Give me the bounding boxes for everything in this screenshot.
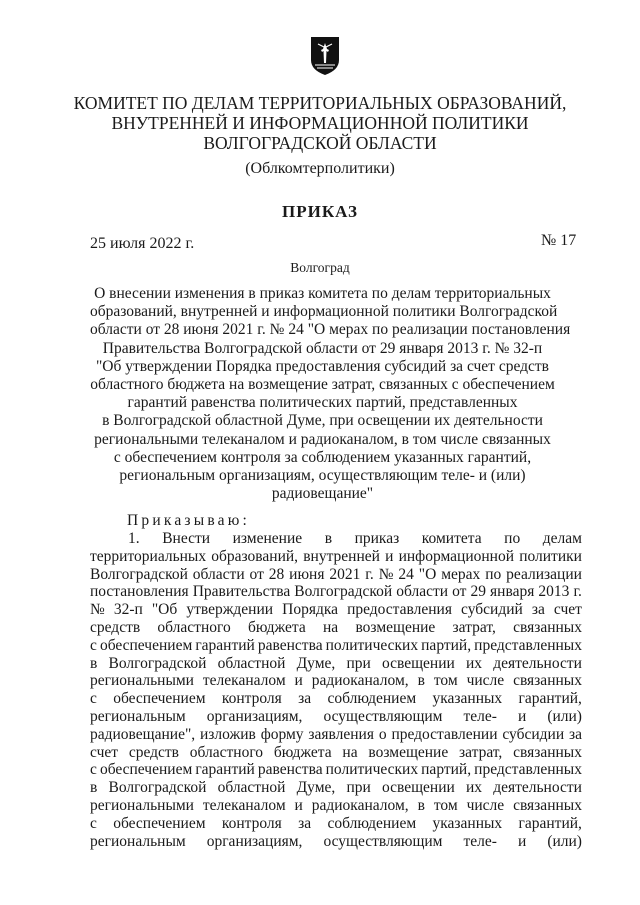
- body-word: указанных: [432, 690, 503, 708]
- body-word: организациям,: [206, 707, 303, 725]
- body-word: возмещение: [355, 618, 436, 636]
- body-word: соблюдением: [327, 690, 417, 708]
- body-word: Правительства: [192, 583, 291, 601]
- subject-line: области от 28 июня 2021 г. № 24 "О мерах по реализации постановления: [90, 321, 571, 339]
- body-word: мерах: [441, 565, 481, 583]
- body-line: [90, 726, 582, 744]
- body-word: в: [90, 779, 98, 797]
- body-word: за: [298, 690, 312, 708]
- body-line: [90, 672, 582, 690]
- body-word: Думе,: [296, 654, 336, 672]
- body-word: и: [385, 547, 394, 565]
- subject-line: областного бюджета на возмещение затрат, связанных с обеспечением: [90, 376, 555, 394]
- body-word: телеканалом: [202, 796, 286, 814]
- body-word: равенства: [257, 761, 323, 779]
- body-word: деятельности: [493, 779, 582, 797]
- body-word: с: [90, 636, 97, 654]
- body-word: (или): [547, 707, 582, 725]
- document-number: № 17: [541, 232, 577, 249]
- body-word: по: [504, 530, 521, 547]
- body-word: обеспечением: [99, 761, 193, 779]
- body-word: на: [342, 743, 358, 761]
- body-word: при: [346, 779, 371, 797]
- body-word: политических: [325, 636, 419, 654]
- body-word: заявления: [308, 725, 374, 743]
- body-word: изменение: [232, 530, 303, 547]
- body-line: [90, 566, 582, 584]
- body-word: образований,: [211, 547, 299, 565]
- body-word: области: [192, 565, 245, 583]
- body-word: с: [90, 814, 97, 832]
- body-word: их: [465, 779, 483, 797]
- body-word: за: [568, 725, 582, 743]
- body-word: Думе,: [296, 779, 336, 797]
- body-word: от: [249, 565, 264, 583]
- body-line: [90, 708, 582, 726]
- body-word: региональным: [90, 832, 186, 850]
- body-word: указанных: [432, 814, 503, 832]
- body-word: гарантий,: [518, 690, 582, 708]
- body-word: осуществляющим: [323, 707, 443, 725]
- body-word: региональным: [90, 707, 186, 725]
- body-word: обеспечением: [113, 690, 206, 708]
- body-word: в: [324, 530, 333, 547]
- body-word: и: [517, 832, 527, 850]
- body-word: соблюдением: [327, 814, 417, 832]
- body-line: [90, 833, 582, 851]
- body-word: территориальных: [90, 547, 207, 565]
- body-line: [90, 655, 582, 673]
- body-word: радиоканалом,: [311, 796, 409, 814]
- body-line: [90, 548, 582, 566]
- body-word: средств: [90, 618, 141, 636]
- body-word: Порядка: [282, 601, 339, 619]
- body-word: по: [485, 565, 502, 583]
- body-word: политических: [325, 761, 419, 779]
- body-word: "Об: [151, 601, 178, 619]
- body-word: 1.: [128, 530, 140, 547]
- body-word: гарантий: [195, 761, 255, 779]
- body-word: и: [294, 672, 303, 690]
- body-word: на: [323, 618, 339, 636]
- body-word: с: [90, 761, 97, 779]
- body-word: приказ: [354, 530, 400, 547]
- body-word: связанных: [513, 796, 582, 814]
- body-word: 24: [398, 565, 414, 583]
- document-date: 25 июля 2022 г.: [90, 235, 195, 252]
- body-word: информационной: [398, 547, 515, 565]
- subject-line: Правительства Волгоградской области от 29 января 2013 г. № 32-п: [102, 339, 543, 357]
- organization-name: [60, 93, 580, 153]
- body-word: равенства: [257, 636, 323, 654]
- body-word: гарантий,: [518, 814, 582, 832]
- body-word: возмещение: [368, 743, 449, 761]
- body-word: №: [90, 601, 105, 619]
- document-city: Волгоград: [290, 260, 350, 275]
- body-word: 2013: [538, 583, 570, 601]
- body-word: областной: [217, 654, 286, 672]
- body-word: представленных: [474, 636, 582, 654]
- body-word: политики: [519, 547, 582, 565]
- body-word: контроля: [221, 814, 282, 832]
- body-word: партий,: [421, 636, 472, 654]
- body-word: связанных: [513, 618, 582, 636]
- body-word: радиоканалом,: [311, 672, 409, 690]
- body-word: при: [346, 654, 371, 672]
- body-word: их: [465, 654, 483, 672]
- body-word: Внести: [162, 530, 211, 547]
- body-word: г.: [573, 583, 582, 601]
- body-word: осуществляющим: [323, 832, 443, 850]
- body-line: [90, 761, 582, 779]
- body-word: области: [396, 583, 449, 601]
- document-subject: [90, 285, 571, 503]
- body-word: предоставлении: [391, 725, 498, 743]
- subject-line: региональным организациям, осуществляющим теле- и (или): [119, 467, 526, 485]
- body-word: реализации: [506, 565, 582, 583]
- body-word: числе: [466, 796, 505, 814]
- body-word: 29: [470, 583, 486, 601]
- body-word: постановления: [90, 583, 189, 601]
- body-word: средств: [128, 743, 179, 761]
- body-word: за: [298, 814, 312, 832]
- body-word: партий,: [421, 761, 472, 779]
- subject-line: в Волгоградской областной Думе, при освещении их деятельности: [102, 412, 543, 430]
- body-word: телеканалом: [202, 672, 286, 690]
- body-word: счет: [90, 743, 119, 761]
- body-line: [90, 815, 582, 833]
- body-word: организациям,: [206, 832, 303, 850]
- body-word: с: [90, 690, 97, 708]
- body-word: региональными: [90, 672, 194, 690]
- body-word: форму: [260, 725, 304, 743]
- body-word: 2021: [329, 565, 361, 583]
- organization-short-name: (Облкомтерполитики): [245, 160, 395, 177]
- body-word: теле-: [463, 707, 497, 725]
- body-line: [90, 619, 582, 637]
- body-word: января: [490, 583, 535, 601]
- body-word: утверждении: [186, 601, 274, 619]
- body-word: о: [378, 725, 387, 743]
- body-word: областной: [217, 779, 286, 797]
- body-line: [90, 601, 582, 619]
- body-word: предоставления: [347, 601, 452, 619]
- body-word: освещении: [381, 654, 455, 672]
- body-word: обеспечением: [99, 636, 193, 654]
- body-word: областного: [157, 618, 231, 636]
- body-word: внутренней: [303, 547, 380, 565]
- body-word: том: [433, 796, 458, 814]
- subject-line: региональными телеканалом и радиоканалом, в том числе связанных: [94, 430, 551, 448]
- body-word: и: [294, 796, 303, 814]
- volgograd-emblem-icon: [310, 36, 340, 76]
- body-word: бюджета: [247, 618, 306, 636]
- subject-line: радиовещание": [271, 485, 374, 503]
- body-word: затрат,: [452, 618, 496, 636]
- body-word: Волгоградской: [90, 565, 188, 583]
- subject-line: "Об утверждении Порядка предоставления субсидий за счет средств: [95, 357, 549, 375]
- body-word: обеспечением: [113, 814, 206, 832]
- body-word: том: [433, 672, 458, 690]
- body-word: теле-: [463, 832, 497, 850]
- body-word: 32-п: [113, 601, 143, 619]
- body-line: [90, 744, 582, 762]
- body-word: радиовещание",: [90, 725, 196, 743]
- body-word: связанных: [513, 672, 582, 690]
- body-word: региональными: [90, 796, 194, 814]
- body-word: представленных: [474, 761, 582, 779]
- body-word: делам: [542, 530, 582, 547]
- body-word: гарантий: [195, 636, 255, 654]
- document-body: [90, 530, 582, 850]
- body-word: затрат,: [459, 743, 503, 761]
- body-word: областного: [189, 743, 264, 761]
- body-word: в: [417, 796, 425, 814]
- body-word: в: [417, 672, 425, 690]
- body-word: "О: [418, 565, 437, 583]
- body-word: субсидий: [461, 601, 523, 619]
- body-line: [90, 583, 582, 601]
- body-word: комитета: [421, 530, 482, 547]
- body-word: числе: [466, 672, 505, 690]
- body-line: [90, 779, 582, 797]
- body-word: освещении: [381, 779, 455, 797]
- body-word: в: [90, 654, 98, 672]
- org-line: ВОЛГОГРАДСКОЙ ОБЛАСТИ: [203, 133, 437, 153]
- body-word: Волгоградской: [294, 583, 393, 601]
- body-word: контроля: [221, 690, 282, 708]
- body-line: [128, 530, 582, 548]
- body-line: [90, 797, 582, 815]
- subject-line: с обеспечением контроля за соблюдением указанных гарантий,: [113, 448, 532, 466]
- body-word: и: [517, 707, 527, 725]
- org-line: ВНУТРЕННЕЙ И ИНФОРМАЦИОННОЙ ПОЛИТИКИ: [111, 113, 529, 133]
- body-word: (или): [547, 832, 582, 850]
- body-word: №: [378, 565, 394, 583]
- body-word: за: [531, 601, 545, 619]
- body-word: Волгоградской: [108, 654, 207, 672]
- body-line: [90, 690, 582, 708]
- body-word: субсидии: [502, 725, 565, 743]
- order-word: Приказываю:: [127, 512, 251, 529]
- body-word: изложив: [200, 725, 256, 743]
- org-line: КОМИТЕТ ПО ДЕЛАМ ТЕРРИТОРИАЛЬНЫХ ОБРАЗОВАНИЙ,: [73, 93, 567, 113]
- body-word: 28: [268, 565, 285, 583]
- body-word: июня: [289, 565, 325, 583]
- subject-line: образований, внутренней и информационной политики Волгоградской: [90, 303, 558, 321]
- subject-line: О внесении изменения в приказ комитета по делам территориальных: [94, 285, 551, 302]
- body-word: г.: [365, 565, 374, 583]
- document-type: ПРИКАЗ: [282, 202, 358, 221]
- body-word: Волгоградской: [108, 779, 207, 797]
- body-word: связанных: [513, 743, 582, 761]
- body-word: деятельности: [493, 654, 582, 672]
- body-word: счет: [553, 601, 582, 619]
- subject-line: гарантий равенства политических партий, представленных: [127, 394, 518, 412]
- body-line: [90, 637, 582, 655]
- body-word: от: [452, 583, 467, 601]
- body-word: бюджета: [273, 743, 332, 761]
